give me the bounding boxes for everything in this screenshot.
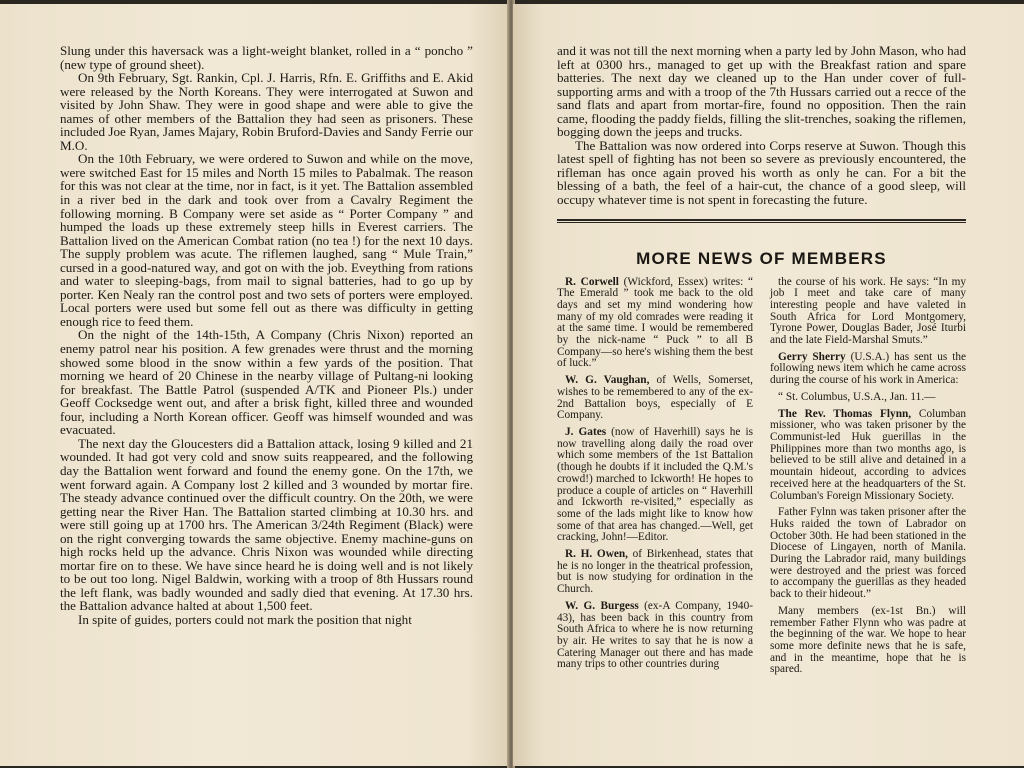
paragraph: and it was not till the next morning when a party led by John Mason, who had left at 0300 hrs., managed to get up with the Breakfast ration and spare batteries. The next day we cleaned up to the Han under cover of full-supporting arms and with a troop of the 7th Hussars carried out a recce of the sand flats and apart from mortar-fire, found no opposition. Then the rain came, flooding the paddy fields, filling the slit-trenches, soaking the riflemen, bogging down the jeeps and trucks. — [557, 43, 966, 140]
news-text: Columban missioner, who was taken prisoner by the Communist-led Huk guerillas in the Philippines more than two months ago, is believed to be still alive and detained in a mountain hideout, according to advices received here at the headquarters of the St. Columban's Foreign Missionary Society. — [770, 407, 966, 502]
member-name: W. G. Burgess — [565, 599, 639, 612]
news-item — [770, 606, 966, 676]
news-item — [557, 375, 753, 422]
paragraph: Slung under this haversack was a light-weight blanket, rolled in a “ poncho ” (new type of ground sheet). — [60, 43, 473, 72]
member-name: The Rev. Thomas Flynn, — [778, 407, 912, 420]
paragraph: On the 10th February, we were ordered to Suwon and while on the move, were switched East for 15 miles and North 15 miles to Pabalmak. The reason for this was not clear at the time, nor in fact, is it yet. The Battalion assembled in a river bed in the dark and took over from a Cavalry Regiment the following morning. B Company were set aside as “ Porter Company ” and humped the loads up these extremely steep hills in Everest carriers. The Battalion lived on the American Combat ration (no tea !) for the next 10 days. The supply problem was acute. The riflemen laughed, sang “ Mule Train,” cursed in a good-natured way, and got on with the job. Eveything from rations and water to sleeping-bags, from mail to signal batteries, had to go up by porter. Ken Nealy ran the control post and two sets of porters were employed. Local porters were used but some fell out as there was difficulty in getting enough rice to feed them. — [60, 151, 473, 329]
news-item — [770, 409, 966, 503]
member-name: R. H. Owen, — [565, 548, 628, 561]
news-text: (now of Haverhill) says he is now travelling along daily the road over which some members of the 1st Battalion (though he doubts if it included the Q.M.'s crowd!) marched to Ickworth! He hopes to produce a couple of articles on “ Haverhill and Ickworth re-visited,” especially as some of the lads might like to know how some of that area has changed.—Well, get cracking, John!—Editor. — [557, 426, 754, 544]
news-item — [557, 601, 753, 671]
news-item — [557, 427, 753, 544]
news-item — [770, 352, 966, 387]
news-text: Many members (ex-1st Bn.) will remember Father Flynn who was padre at the beginning of the war. We hope to hear some more definite news that he is safe, and in the meantime, hope that he is spared. — [770, 604, 966, 676]
news-text: Father Fylnn was taken prisoner after the Huks raided the town of Labrador on October 30th. He had been stationed in the Diocese of Lingayen, north of Manila. During the Labrador raid, many buildings were destroyed and the priest was forced to accompany the guerillas as they headed back to their hideout.” — [770, 506, 966, 601]
paragraph: The next day the Gloucesters did a Battalion attack, losing 9 killed and 21 wounded. It had got very cold and snow suits reappeared, and the following day the Battalion went forward and found the enemy gone. On the 17th, we went forward again. A Company lost 2 killed and 3 wounded by mortar fire. The steady advance continued over the difficult country. On the 20th, we were getting near the River Han. The Battalion started climbing at 10.30 hrs. and were still going up at 1700 hrs. The American 3/24th Regiment (Black) were on the right converging towards the same objective. Enemy machine-guns on high rocks held up the advance. Chris Nixon was wounded while directing mortar fire on to these. We have since heard he is doing well and is not likely to be out too long. Nigel Baldwin, working with a troop of 8th Hussars round the left flank, was badly wounded and sadly died that evening. At 17.30 hrs. the Battalion advance halted at about 1,500 feet. — [60, 435, 473, 614]
news-text: (U.S.A.) has sent us the following news item which he came across during the course of his work in America: — [770, 350, 966, 387]
paragraph: In spite of guides, porters could not mark the position that night — [78, 611, 412, 627]
right-page — [513, 4, 1024, 766]
news-text: (ex-A Company, 1940-43), has been back in this country from South Africa to where he is now returning by air. He writes to say that he is now a Catering Manager out there and has made many trips to other countries during — [557, 599, 753, 671]
section-title: MORE NEWS OF MEMBERS — [636, 248, 887, 268]
news-text: the course of his work. He says: “In my job I meet and take care of many interesting people and have valeted in South Africa for Lord Montgomery, Tyrone Power, Douglas Bader, José Iturbi and the late Field-Marshal Smuts.” — [770, 275, 966, 347]
news-item — [557, 549, 753, 596]
left-page — [0, 4, 509, 766]
news-text: (Wickford, Essex) writes: “ The Emerald ” took me back to the old days and set my mind wondering how many of my old comrades were reading it at the same time. I would be remembered by the nick-name “ Puck ” to all B Company—so here's wishing them the best of luck.” — [557, 275, 754, 370]
paragraph: On the night of the 14th-15th, A Company (Chris Nixon) reported an enemy patrol near his position. A few grenades were thrust and the morning showed some blood in the snow within a few yards of the position. That morning we heard of 20 Chinese in the nearby village of Pultang-ni looking for breakfast. The Battle Patrol (suspended A/TK and Pioneer Pls.) under Geoff Cocksedge went out, and after a brisk fight, killed three and wounded four, including a North Korean officer. Geoff was himself wounded and was evacuated. — [60, 327, 473, 438]
member-name: Gerry Sherry — [778, 350, 846, 363]
news-item — [770, 277, 966, 347]
news-text: “ St. Columbus, U.S.A., Jan. 11.— — [778, 390, 936, 403]
member-name: W. G. Vaughan, — [565, 374, 650, 387]
news-text: of Wells, Somerset, wishes to be remembered to any of the ex-2nd Battalion boys, especially of E Company. — [557, 374, 753, 422]
paragraph: On 9th February, Sgt. Rankin, Cpl. J. Harris, Rfn. E. Griffiths and E. Akid were released by the North Koreans. They were interrogated at Suwon and visited by John Shaw. They were in good shape and were able to give the names of other members of the Battalion they had seen as prisoners. These included Joe Ryan, James Majary, Robin Bruford-Davies and Sandy Ferrie our M.O. — [60, 70, 473, 153]
news-item — [557, 277, 753, 371]
paragraph: The Battalion was now ordered into Corps reserve at Suwon. Though this latest spell of fighting has not been so severe as previously encountered, the rifleman has once again proved his worth as only he can. For a bit the blessing of a bath, the feel of a hair-cut, the chance of a good sleep, will occupy whatever time is not spent in forecasting the future. — [557, 137, 966, 208]
news-column-left — [557, 277, 753, 677]
news-columns — [557, 277, 966, 677]
member-name: R. Corwell — [565, 275, 619, 288]
section-divider — [557, 219, 966, 223]
news-item — [770, 392, 966, 404]
news-item — [770, 507, 966, 601]
member-name: J. Gates — [565, 426, 607, 438]
news-column-right — [770, 277, 966, 677]
news-text: of Birkenhead, states that he is no longer in the theatrical profession, but is now studying for ordination in the Church. — [557, 548, 753, 596]
